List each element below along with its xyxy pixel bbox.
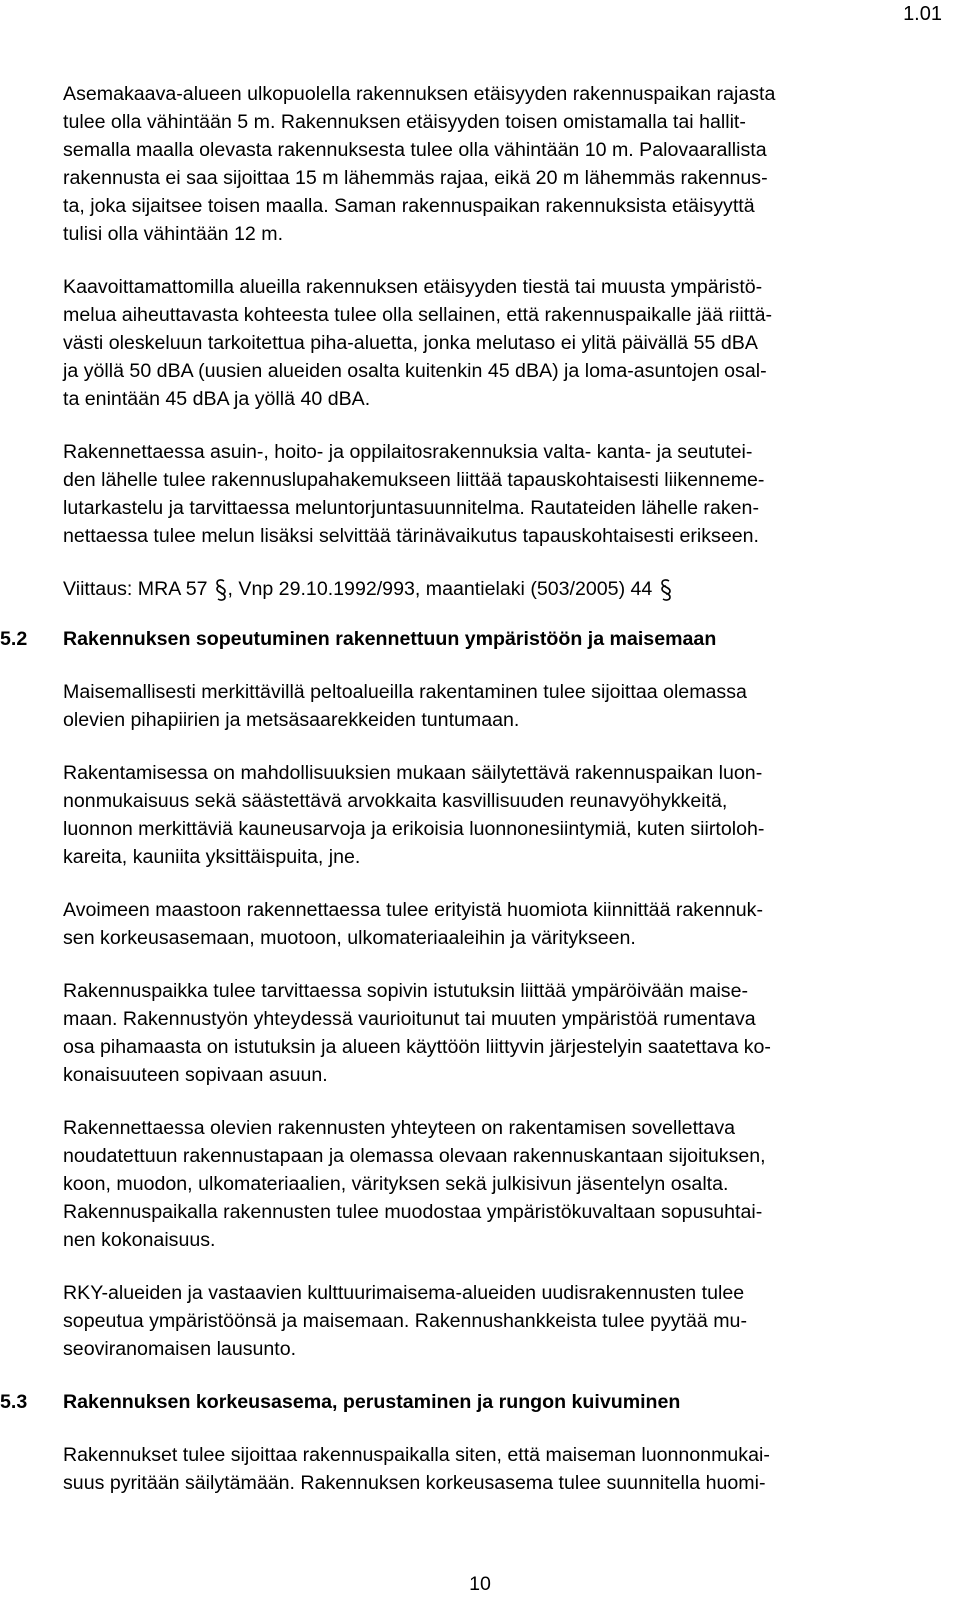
section-heading-number: 5.3: [0, 1391, 28, 1413]
text-line: osa pihamaasta on istutuksin ja alueen käyttöön liittyvin järjestelyin saatettava ko-: [63, 1036, 771, 1058]
text-line: maan. Rakennustyön yhteydessä vaurioitunut tai muuten ympäristöä rumentava: [63, 1008, 756, 1030]
text-line: sopeutua ympäristöönsä ja maisemaan. Rakennushankkeista tulee pyytää mu-: [63, 1310, 747, 1332]
section-heading: [0, 1388, 938, 1416]
text-line: konaisuuteen sopivaan asuun.: [63, 1064, 328, 1086]
text-line: koon, muodon, ulkomateriaalien, värityksen sekä julkisivun jäsentelyn osalta.: [63, 1173, 729, 1195]
text-line: sen korkeusasemaan, muotoon, ulkomateriaaleihin ja väritykseen.: [63, 927, 636, 949]
text-line: seoviranomaisen lausunto.: [63, 1338, 297, 1360]
text-line: Avoimeen maastoon rakennettaessa tulee erityistä huomiota kiinnittää rakennuk-: [63, 899, 763, 921]
reference-text: Viittaus: MRA 57: [63, 578, 208, 600]
section-sign-icon: [215, 578, 227, 602]
text-line: olevien pihapiirien ja metsäsaarekkeiden tuntumaan.: [63, 709, 520, 731]
section-sign-icon: [660, 578, 672, 602]
text-line: Rakentamisessa on mahdollisuuksien mukaan säilytettävä rakennuspaikan luon-: [63, 762, 763, 784]
text-line: rakennusta ei saa sijoittaa 15 m lähemmäs rajaa, eikä 20 m lähemmäs rakennus-: [63, 167, 768, 189]
text-line: den lähelle tulee rakennuslupahakemukseen liittää tapauskohtaisesti liikenneme-: [63, 469, 765, 491]
paragraph: [63, 1441, 938, 1497]
text-line: Rakennettaessa olevien rakennusten yhteyteen on rakentamisen sovellettava: [63, 1117, 736, 1139]
paragraph: [63, 438, 938, 550]
paragraph: [63, 678, 938, 734]
text-line: noudatettuun rakennustapaan ja olemassa olevaan rakennuskantaan sijoituksen,: [63, 1145, 766, 1167]
text-line: ta enintään 45 dBA ja yöllä 40 dBA.: [63, 388, 371, 410]
document-body: [0, 80, 938, 1497]
paragraph: [63, 273, 938, 413]
text-line: ja yöllä 50 dBA (uusien alueiden osalta kuitenkin 45 dBA) ja loma-asuntojen osal-: [63, 360, 767, 382]
text-line: nettaessa tulee melun lisäksi selvittää tärinävaikutus tapauskohtaisesti erikseen.: [63, 525, 759, 547]
reference-line: [63, 575, 938, 603]
text-line: Rakennuspaikka tulee tarvittaessa sopivin istutuksin liittää ympäröivään maise-: [63, 980, 749, 1002]
text-line: semalla maalla olevasta rakennuksesta tulee olla vähintään 10 m. Palovaarallista: [63, 139, 767, 161]
section-heading: [0, 625, 938, 653]
paragraph: [63, 1279, 938, 1363]
section-heading-number: 5.2: [0, 628, 28, 650]
paragraph: [63, 80, 938, 248]
text-line: Rakennuspaikalla rakennusten tulee muodostaa ympäristökuvaltaan sopusuhtai-: [63, 1201, 763, 1223]
page-number: 10: [469, 1573, 491, 1595]
text-line: Kaavoittamattomilla alueilla rakennuksen etäisyyden tiestä tai muusta ympäristö-: [63, 276, 763, 298]
text-line: melua aiheuttavasta kohteesta tulee olla sellainen, että rakennuspaikalle jää riittä-: [63, 304, 773, 326]
text-line: ta, joka sijaitsee toisen maalla. Saman rakennuspaikan rakennuksista etäisyyttä: [63, 195, 755, 217]
text-line: västi oleskeluun tarkoitettua piha-aluetta, jonka melutaso ei ylitä päivällä 55 dBA: [63, 332, 758, 354]
paragraph: [63, 896, 938, 952]
text-line: luonnon merkittäviä kauneusarvoja ja erikoisia luonnonesiintymiä, kuten siirtoloh-: [63, 818, 765, 840]
paragraph: [63, 1114, 938, 1254]
paragraph: [63, 977, 938, 1089]
section-heading-title: Rakennuksen sopeutuminen rakennettuun ympäristöön ja maisemaan: [63, 628, 717, 650]
text-line: Maisemallisesti merkittävillä peltoalueilla rakentaminen tulee sijoittaa olemassa: [63, 681, 747, 703]
text-line: RKY-alueiden ja vastaavien kulttuurimaisema-alueiden uudisrakennusten tulee: [63, 1282, 745, 1304]
text-line: Rakennettaessa asuin-, hoito- ja oppilaitosrakennuksia valta- kanta- ja seututei-: [63, 441, 753, 463]
paragraph: [63, 759, 938, 871]
text-line: Asemakaava-alueen ulkopuolella rakennuksen etäisyyden rakennuspaikan rajasta: [63, 83, 776, 105]
text-line: Rakennukset tulee sijoittaa rakennuspaikalla siten, että maiseman luonnonmukai-: [63, 1444, 770, 1466]
text-line: suus pyritään säilytämään. Rakennuksen korkeusasema tulee suunnitella huomi-: [63, 1472, 766, 1494]
section-number: 1.01: [903, 3, 942, 25]
text-line: nen kokonaisuus.: [63, 1229, 216, 1251]
text-line: tulisi olla vähintään 12 m.: [63, 223, 284, 245]
text-line: kareita, kauniita yksittäispuita, jne.: [63, 846, 361, 868]
text-line: nonmukaisuus sekä säästettävä arvokkaita kasvillisuuden reunavyöhykkeitä,: [63, 790, 728, 812]
text-line: lutarkastelu ja tarvittaessa meluntorjuntasuunnitelma. Rautateiden lähelle raken-: [63, 497, 759, 519]
text-line: tulee olla vähintään 5 m. Rakennuksen etäisyyden toisen omistamalla tai hallit-: [63, 111, 746, 133]
reference-text: , Vnp 29.10.1992/993, maantielaki (503/2005) 44: [227, 578, 653, 600]
section-heading-title: Rakennuksen korkeusasema, perustaminen ja rungon kuivuminen: [63, 1391, 681, 1413]
